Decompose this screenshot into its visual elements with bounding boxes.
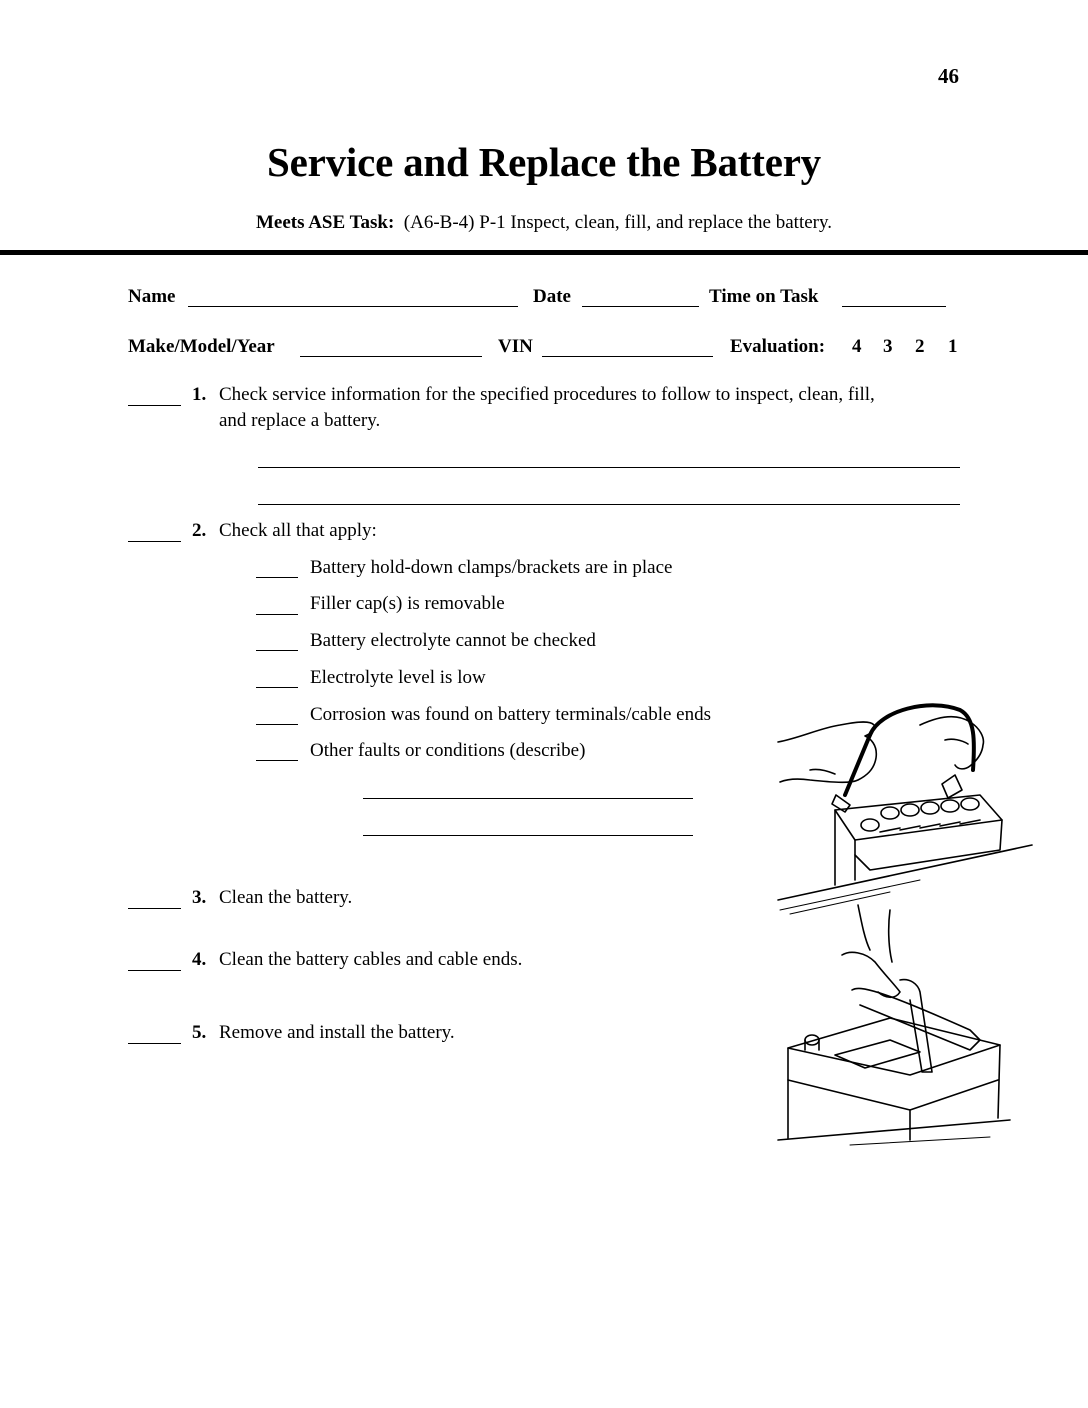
ase-task-text: (A6-B-4) P-1 Inspect, clean, fill, and replace the battery. — [403, 212, 833, 233]
checklist-item: Battery electrolyte cannot be checked — [310, 630, 596, 651]
name-field[interactable] — [188, 306, 518, 307]
time-on-task-label: Time on Task — [709, 286, 819, 307]
make-model-year-label: Make/Model/Year — [128, 336, 275, 357]
date-field[interactable] — [582, 306, 699, 307]
step-4-number: 4. — [192, 949, 207, 970]
time-on-task-field[interactable] — [842, 306, 946, 307]
vin-label: VIN — [498, 336, 533, 357]
step-2-number: 2. — [192, 520, 207, 541]
checklist-box-3[interactable] — [256, 650, 298, 651]
other-faults-line-1[interactable] — [363, 798, 693, 799]
step-1-text-cont: and replace a battery. — [219, 410, 381, 431]
checklist-item: Corrosion was found on battery terminals/cable ends — [310, 704, 712, 725]
make-model-year-field[interactable] — [300, 356, 482, 357]
checklist-box-5[interactable] — [256, 724, 298, 725]
step-5-text: Remove and install the battery. — [219, 1022, 455, 1043]
page-title: Service and Replace the Battery — [267, 139, 821, 185]
date-label: Date — [533, 286, 571, 307]
evaluation-label: Evaluation: — [730, 336, 826, 357]
step-1-text: Check service information for the specified procedures to follow to inspect, clean, fill, — [219, 384, 875, 405]
step-4-text: Clean the battery cables and cable ends. — [219, 949, 523, 970]
step-2-text: Check all that apply: — [219, 520, 377, 541]
checklist-box-6[interactable] — [256, 760, 298, 761]
evaluation-option-4[interactable]: 4 — [852, 336, 862, 357]
checklist-box-4[interactable] — [256, 687, 298, 688]
step-5-checkoff[interactable] — [128, 1043, 181, 1044]
step-2-checkoff[interactable] — [128, 541, 181, 542]
checklist-item: Other faults or conditions (describe) — [310, 740, 586, 761]
vin-field[interactable] — [542, 356, 713, 357]
evaluation-option-2[interactable]: 2 — [915, 336, 925, 357]
step-1-answer-line-2[interactable] — [258, 504, 960, 505]
ase-task-label: Meets ASE Task: — [255, 212, 395, 233]
checklist-item: Electrolyte level is low — [310, 667, 486, 688]
step-3-checkoff[interactable] — [128, 908, 181, 909]
page-number: 46 — [938, 64, 959, 88]
step-3-text: Clean the battery. — [219, 887, 353, 908]
step-1-number: 1. — [192, 384, 207, 405]
checklist-item: Battery hold-down clamps/brackets are in place — [310, 557, 673, 578]
checklist-item: Filler cap(s) is removable — [310, 593, 505, 614]
other-faults-line-2[interactable] — [363, 835, 693, 836]
checklist-box-2[interactable] — [256, 614, 298, 615]
step-4-checkoff[interactable] — [128, 970, 181, 971]
ase-task-line — [0, 212, 1088, 234]
step-3-number: 3. — [192, 887, 207, 908]
step-1-answer-line-1[interactable] — [258, 467, 960, 468]
step-1-checkoff[interactable] — [128, 405, 181, 406]
name-label: Name — [128, 286, 176, 307]
battery-carrier-icon — [778, 905, 1010, 1145]
header-divider — [0, 250, 1088, 255]
battery-terminal-cleaning-icon — [778, 705, 1032, 914]
checklist-box-1[interactable] — [256, 577, 298, 578]
battery-service-illustration — [770, 700, 1050, 1150]
evaluation-option-1[interactable]: 1 — [948, 336, 958, 357]
step-5-number: 5. — [192, 1022, 207, 1043]
evaluation-option-3[interactable]: 3 — [883, 336, 893, 357]
